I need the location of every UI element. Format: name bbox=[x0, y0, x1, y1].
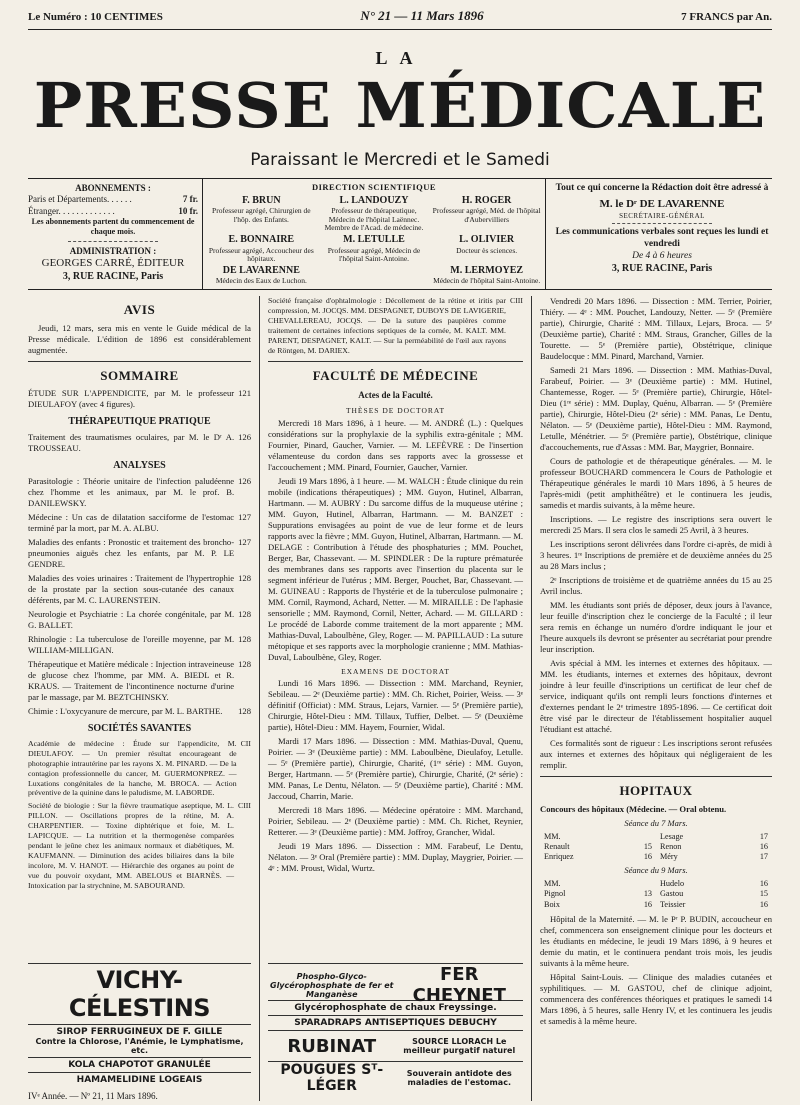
ad-cheynet: Phospho-Glyco- Glycérophosphate de fer et Manganèse FER CHEYNET bbox=[268, 963, 523, 1000]
examens-entry: Jeudi 19 Mars 1896. — Dissection : MM. Farabeuf, Le Dentu, Nélaton. — 3ᵉ Oral (Première partie) : MM. Duplay, Maygrier, Poirier. — 4ᵉ : MM. Proust, Widal, Wurtz. bbox=[268, 841, 523, 874]
toc-item: Traitement des traumatismes oculaires, par M. le Dʳ A. TROUSSEAU. 126 bbox=[28, 432, 251, 454]
sommaire-title: SOMMAIRE bbox=[100, 367, 179, 383]
administration-name: GEORGES CARRÉ, ÉDITEUR bbox=[41, 257, 185, 269]
ad-vichy: VICHY-CÉLESTINS bbox=[28, 963, 251, 1024]
result-row: Lesage 17 bbox=[660, 831, 768, 841]
redaction-line: Tout ce qui concerne la Rédaction doit être adressé à bbox=[555, 183, 769, 193]
result-row: Teissier 16 bbox=[660, 899, 768, 909]
director: M. LETULLE Professeur agrégé, Médecin de l'hôpital Saint-Antoine. bbox=[327, 234, 421, 264]
avis-title: AVIS bbox=[123, 302, 156, 317]
director bbox=[320, 265, 429, 286]
redaction-panel bbox=[546, 179, 772, 289]
divider bbox=[540, 776, 772, 777]
ads-left bbox=[28, 963, 260, 1101]
director: F. BRUN Professeur agrégé, Chirurgien de l'hôp. des Enfants. bbox=[212, 194, 311, 224]
inscriptions-entry: 2ᵉ Inscriptions de troisième et de quatrième années du 15 au 25 Avril inclus. bbox=[540, 575, 772, 596]
seance-date: Séance du 7 Mars. bbox=[624, 817, 688, 828]
results-table bbox=[540, 879, 772, 910]
toc-item: Rhinologie : La tuberculose de l'oreille moyenne, par M. WILLIAM-MILLIGAN. 128 bbox=[28, 633, 251, 655]
abonnements-panel bbox=[28, 179, 203, 289]
cours-notice: Cours de pathologie et de thérapeutique générales. — M. le professeur BOUCHARD commencera le Cours de Pathologie et Thérapeutique générales le mardi 10 Mars 1896, à 5 heures de l'après-midi (petit amphithéâtre) et le continuera les jeudis, samedis et mardis suivants, à la même heure. bbox=[540, 456, 772, 510]
masthead-article: LA bbox=[375, 48, 425, 68]
toc-item: Société française d'ophtalmologie : Décollement de la rétine et iritis par compression, M. JOCQS. MM. DESPAGNET, DUBOYS DE LAVIGERIE, CHEVALLEREAU, JOCQS. — De la suture des paupières comme traitement de certaines infections septiques de la cornée, M. KALT. MM. PARENT, DESPAGNET, KALT. — Sur la perméabilité de l'œil aux rayons de Röntgen, M. DARIEX. CIII bbox=[268, 296, 523, 355]
divider bbox=[68, 241, 158, 242]
toc-item: Médecine : Un cas de dilatation sacciforme de l'estomac terminé par la mort, par M. A. ALBU. 127 bbox=[28, 511, 251, 533]
director: M. LERMOYEZ Médecin de l'hôpital Saint-Antoine. bbox=[433, 264, 541, 286]
maternite-notice: Hôpital de la Maternité. — M. le Pʳ P. BUDIN, accoucheur en chef, commencera son enseignement clinique pour les docteurs et les étudiants en médecine, le jeudi 19 Mars 1896, à 9 heures et demie du matin, et le continuera pendant trois mois, les jeudis suivants à la même heure. bbox=[540, 913, 772, 968]
abonnement-row: Étranger. . . . . . . . . . . . . 10 fr. bbox=[28, 205, 198, 216]
abonnement-row: Paris et Départements. . . . . . 7 fr. bbox=[28, 194, 198, 205]
redaction-role: SECRÉTAIRE-GÉNÉRAL bbox=[619, 211, 705, 220]
inscriptions-entry: Ces formalités sont de rigueur : Les inscriptions seront refusées aux internes et externes des hôpitaux qui négligeraient de les remplir. bbox=[540, 738, 772, 770]
toc-item: Maladies des enfants : Pronostic et traitement des broncho-pneumonies aiguës chez les enfants, par M. P. LE GENDRE. 127 bbox=[28, 536, 251, 569]
result-row: Boix 16 bbox=[544, 899, 652, 909]
administration-title: ADMINISTRATION : bbox=[69, 245, 157, 256]
societes-title: SOCIÉTÉS SAVANTES bbox=[87, 722, 192, 734]
analyses-title: ANALYSES bbox=[113, 460, 166, 472]
administration-address: 3, RUE RACINE, Paris bbox=[62, 270, 164, 282]
column-right bbox=[532, 296, 772, 1056]
result-row: Hudelo 16 bbox=[660, 879, 768, 889]
ad-sparadraps: SPARADRAPS ANTISEPTIQUES DEBUCHY bbox=[268, 1015, 523, 1030]
toc-item: ÉTUDE SUR L'APPENDICITE, par M. le professeur DIEULAFOY (avec 4 figures). 121 bbox=[28, 388, 251, 410]
toc-item: Maladies des voies urinaires : Traitement de l'hypertrophie de la prostate par la section sous-cutanée des canaux déférents, par M. C. LAURENSTEIN. 128 bbox=[28, 572, 251, 605]
footer-issue: IVᵉ Année. — Nº 21, 11 Mars 1896. bbox=[28, 1091, 158, 1101]
result-row: MM. bbox=[544, 879, 561, 889]
ad-pougues: POUGUES Sᵀ-LÉGER Souverain antidote des maladies de l'estomac. bbox=[268, 1061, 523, 1088]
therap-title: THÉRAPEUTIQUE PRATIQUE bbox=[68, 416, 211, 428]
inscriptions-entry: Les inscriptions seront délivrées dans l'ordre ci-après, de midi à 3 heures. 1ʳᵉ Inscriptions de première et de deuxième années du 25 au 28 Mars inclus ; bbox=[540, 539, 772, 571]
header-info-box bbox=[28, 178, 772, 290]
avis-text: Jeudi, 12 mars, sera mis en vente le Guide médical de la Presse médicale. L'édition de 1896 est considérablement augmentée. bbox=[28, 322, 251, 355]
inscriptions-entry: MM. les étudiants sont priés de déposer, deux jours à l'avance, leur feuille d'inscription chez le concierge de la Faculté ; il leur sera remis en échange un numéro d'ordre indiquant le jour et l'heure auxquels ils devront se présenter au secrétariat pour prendre leur inscription. bbox=[540, 600, 772, 654]
director: L. LANDOUZY Professeur de thérapeutique, Médecin de l'hôpital Laënnec. Membre de l'Acad. de médecine. bbox=[324, 194, 424, 233]
examens-entry: Samedi 21 Mars 1896. — Dissection : MM. Mathias-Duval, Farabeuf, Poirier. — 3ᵉ (Deuxième partie) : MM. Hutinel, Chantemesse, Roger. — 5ᵉ (Première partie), Chirurgie, Hôtel-Dieu (1ʳᵉ série) : MM. Duplay, Quénu, Albarran. — 5ᵉ (Première partie), Chirurgie, Hôtel-Dieu (2ᵉ série) : MM. Panas, Le Dentu, Nélaton. — 5ᵉ (Deuxième partie), Hôtel-Dieu : MM. Raymond, Letulle, Ménétrier. — 5ᵉ (Première partie), Obstétrique, clinique d'accouchements, rue d'Assas : MM. Bar, Maygrier, Bonnaire. bbox=[540, 365, 772, 452]
result-row: Renon 16 bbox=[660, 841, 768, 851]
saint-louis-notice: Hôpital Saint-Louis. — Clinique des maladies cutanées et syphilitiques. — M. GASTOU, chef de clinique adjoint, commencera des conférences théoriques et pratiques le samedi 14 Mars 1896, à 5 heures, salle Henry IV, et les continuera les jeudis et samedis à la même heure. bbox=[540, 971, 772, 1026]
result-row: Gastou 15 bbox=[660, 889, 768, 899]
toc-item: Parasitologie : Théorie unitaire de l'infection paludéenne chez l'homme et les animaux, par M. le prof. B. DANILEWSKY. 126 bbox=[28, 475, 251, 508]
divider bbox=[612, 223, 712, 224]
masthead-subtitle: Paraissant le Mercredi et le Samedi bbox=[250, 150, 550, 170]
toc-item: Société de biologie : Sur la fièvre traumatique aseptique, M. L. PILLON. — Oscillations propres de la rétine, M. A. CHARPENTIER. — Toxine diphtérique et foie, M. L. LAPICQUE. — La nutrition et la thermogenèse comparées pendant le jeûne chez les animaux normaux et diabétiques, M. KAUFMANN. — Diminution des acides biliaires dans la bile incolore, M. V. HANOT. — Hiérarchie des organes au point de vue du pouvoir oxydant, MM. ABELOUS et BIARNÈS. — Intoxication par la strychnine, M. SABOURAND. CIII bbox=[28, 801, 251, 891]
direction-panel bbox=[203, 179, 546, 289]
masthead-title: PRESSE MÉDICALE bbox=[33, 69, 767, 142]
ads-middle bbox=[260, 963, 532, 1101]
examens-title: EXAMENS DE DOCTORAT bbox=[341, 666, 450, 676]
theses-entry: Mercredi 18 Mars 1896, à 1 heure. — M. ANDRÉ (L.) : Quelques considérations sur la prophylaxie de la syphilis extra-génitale ; MM. Fournier, Pinard, Gaucher, Varnier. — M. LEFÈVRE : De l'insertion vélamenteuse du cordon dans ses rapports avec la grossesse et l'accouchement ; MM. Pinard, Fournier, Gaucher, Varnier. bbox=[268, 417, 523, 472]
result-row: Pignol 13 bbox=[544, 889, 652, 899]
examens-entry: Lundi 16 Mars 1896. — Dissection : MM. Marchand, Reynier, Sebileau. — 2ᵉ (Deuxième partie) : MM. Ch. Richet, Poirier, Weiss. — 3ᵉ définitif (Officiat) : MM. Straus, Lejars, Varnier. — 5ᵉ (Première partie), Chirurgie, Hôtel-Dieu : MM. Tillaux, Tuffier, Delbet. — 5ᵉ (Deuxième partie), Hôtel-Dieu : MM. Hayem, Fournier, Widal. bbox=[268, 678, 523, 733]
divider bbox=[28, 361, 251, 362]
result-row: Méry 17 bbox=[660, 852, 768, 861]
issue-number-date: N° 21 — 11 Mars 1896 bbox=[360, 8, 484, 23]
inscriptions-entry: Inscriptions. — Le registre des inscriptions sera ouvert le mercredi 25 Mars. Il sera clos le samedi 25 Avril, à 3 heures. bbox=[540, 514, 772, 535]
toc-item: Académie de médecine : Étude sur l'appendicite, M. DIEULAFOY. — Un premier résultat encourageant de photographie intrautérine par les rayons X. M. PINARD. — De la contagion professionnelle du cancer, M. GUERMONPREZ. — Luxations congénitales de la hanche, M. BROCA. — Action préventive de la quinine dans le paludisme, M. LABORDE. CII bbox=[28, 738, 251, 798]
ads-right-blank bbox=[532, 963, 772, 1101]
communications-hours: De 4 à 6 heures bbox=[632, 251, 692, 262]
redaction-name: M. le Dʳ DE LAVARENNE bbox=[599, 197, 725, 210]
communications-line: Les communications verbales sont reçues les lundi et vendredi bbox=[555, 227, 769, 250]
ads-strip bbox=[28, 963, 772, 1101]
examens-entry: Mardi 17 Mars 1896. — Dissection : MM. Mathias-Duval, Quenu, Poirier. — 3ᵉ (Deuxième partie) : MM. Laboulbène, Dieulafoy, Letulle. — 5ᵉ (Première partie), Chirurgie, Charité, (1ʳᵉ série) : MM. Guyon, Berger, Hartmann. — 5ᵉ (Première partie), Chirurgie, Charité, (2ᵉ série) : MM. Panas, Le Dentu, Nélaton. — 5ᵉ (Deuxième partie), Charité : MM. Jaccoud, Charrin, Marie. bbox=[268, 736, 523, 802]
abonnements-note: Les abonnements partent du commencement de chaque mois. bbox=[31, 216, 195, 236]
result-row: MM. bbox=[544, 831, 561, 841]
faculte-title: FACULTÉ DE MÉDECINE bbox=[312, 367, 479, 383]
ad-glycerophosphate: Glycérophosphate de chaux Freyssinge. bbox=[268, 1000, 523, 1015]
top-line bbox=[28, 0, 772, 30]
toc-item: Neurologie et Psychiatrie : La chorée congénitale, par M. G. BALLET. 128 bbox=[28, 608, 251, 630]
director: L. OLIVIER Docteur ès sciences. bbox=[456, 234, 518, 255]
toc-item: Thérapeutique et Matière médicale : Injection intraveineuse de glucose chez l'homme, par MM. A. BIEDL et R. KRAUS. — Traitement de l'incontinence nocturne d'urine par le massage, par M. BEZTCHINSKY. 128 bbox=[28, 658, 251, 702]
direction-grid bbox=[207, 195, 541, 286]
direction-title: DIRECTION SCIENTIFIQUE bbox=[311, 182, 437, 192]
ad-gille: SIROP FERRUGINEUX DE F. GILLE Contre la Chlorose, l'Anémie, le Lymphatisme, etc. bbox=[28, 1024, 251, 1057]
toc-item: Chimie : L'oxycyanure de mercure, par M. L. BARTHE. 128 bbox=[28, 705, 251, 716]
result-row: Enriquez 16 bbox=[544, 852, 652, 861]
redaction-address: 3, RUE RACINE, Paris bbox=[611, 263, 713, 274]
ad-kola: KOLA CHAPOTOT GRANULÉE bbox=[28, 1057, 251, 1072]
body-columns bbox=[28, 296, 772, 1056]
theses-title: THÈSES DE DOCTORAT bbox=[345, 405, 446, 415]
director: H. ROGER Professeur agrégé, Méd. de l'hôpital d'Aubervilliers bbox=[432, 194, 541, 224]
divider bbox=[268, 361, 523, 362]
inscriptions-entry: Avis spécial à MM. les internes et externes des hôpitaux. — MM. les étudiants, internes et externes des hôpitaux, devront joindre à leur feuille d'inscriptions un certificat de leur chef de service, indiquant qu'ils ont rempli leurs fonctions d'internes et d'externes pendant le 2ᵉ trimestre 1895-1896. — Ce certificat doit être visé par le directeur de l'établissement hospitalier auquel l'étudiant est attaché. bbox=[540, 658, 772, 734]
results-table bbox=[540, 832, 772, 863]
seance-date: Séance du 9 Mars. bbox=[624, 865, 688, 876]
abonnements-title: ABONNEMENTS : bbox=[75, 183, 151, 193]
actes-title: Actes de la Faculté. bbox=[358, 390, 433, 401]
result-row: Renault 15 bbox=[544, 841, 652, 851]
ad-rubinat: RUBINAT SOURCE LLORACH Le meilleur purgatif naturel bbox=[268, 1030, 523, 1061]
column-middle bbox=[260, 296, 532, 1056]
director: E. BONNAIRE Professeur agrégé, Accoucheur des hôpitaux. bbox=[208, 234, 314, 264]
examens-entry: Mercredi 18 Mars 1896. — Médecine opératoire : MM. Marchand, Poirier, Sebileau. — 2ᵉ (Deuxième partie) : MM. Ch. Richet, Reynier, Retterer. — 3ᵉ (Deuxième partie) : MM. Joffroy, Grancher, Widal. bbox=[268, 805, 523, 838]
hopitaux-title: HOPITAUX bbox=[619, 783, 693, 798]
examens-entry: Vendredi 20 Mars 1896. — Dissection : MM. Terrier, Poirier, Thiéry. — 4ᵉ : MM. Pouchet, Landouzy, Netter. — 5ᵉ (Première partie), Chirurgie, Charité : MM. Tillaux, Lejars, Broca. — 5ᵉ (Deuxième partie), Charité : MM. Straus, Grancher, Gilles de la Tourette. — 5ᵉ (Première partie), Obstétrique, clinique Baudelocque : MM. Pinard, Marchand, Varnier. bbox=[540, 296, 772, 361]
annual-price: 7 FRANCS par An. bbox=[681, 11, 772, 23]
concours-line: Concours des hôpitaux (Médecine. — Oral obtenu. bbox=[540, 803, 727, 814]
issue-price: Le Numéro : 10 CENTIMES bbox=[28, 11, 163, 23]
ad-hamamelidine: HAMAMELIDINE LOGEAIS bbox=[28, 1072, 251, 1087]
theses-entry: Jeudi 19 Mars 1896, à 1 heure. — M. WALCH : Étude clinique du rein mobile (indications thérapeutiques) ; MM. Guyon, Hutinel, Albarran, Hartmann. — M. AUBRY : Du sarcome diffus de la muqueuse utérine ; MM. Guyon, Hutinel, Albarran, Hartmann. — M. BANZET : Suppurations envisagées au point de vue de leur forme et de leurs rapports avec la fièvre ; MM. Guyon, Hutinel, Albarran, Hartmann. — M. DELAGE : Contribution à l'étude des phosphaturies ; MM. Pouchet, Berger, Bar, Chassevant. — M. SPINDLER : De la rupture prématurée des membranes dans ses rapports avec l'insertion du placenta sur le segment inférieur de l'utérus ; MM. Berger, Pouchet, Bar, Chassevant. — M. GUINEAU : Rapports de l'hystérie et de la tuberculose pulmonaire ; MM. Cornil, Raymond, Achard, Netter. — M. MIRAILLE : De l'aphasie sensorielle ; MM. Raymond, Cornil, Netter, Achard. — M. GILLARD : Le procédé de Laborde comme traitement de la mort apparente ; MM. Mathias-Duval, Laboulbène, Gley, Roger. — M. PAPILLAUD : La suture métopique et ses rapports avec la morphologie cranienne ; MM. Mathias-Duval, Laboulbène, Gley, Roger. bbox=[268, 475, 523, 662]
column-left bbox=[28, 296, 260, 1056]
director: DE LAVARENNE Médecin des Eaux de Luchon. bbox=[215, 264, 307, 286]
